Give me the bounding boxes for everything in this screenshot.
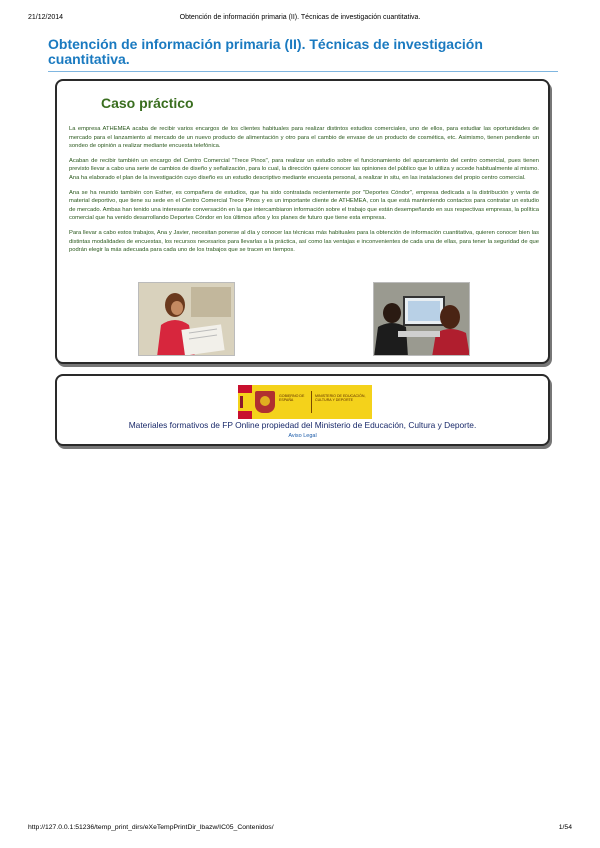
print-url: http://127.0.0.1:51236/temp_print_dirs/eXeTempPrintDir_lbazw/IC05_Contenidos/ [28,824,274,831]
coat-of-arms-icon [255,391,275,413]
print-date: 21/12/2014 [28,14,64,21]
page-title: Obtención de información primaria (II). Técnicas de investigación cuantitativa. [48,36,483,67]
logo-ministry-text: MINISTERIO DE EDUCACIÓN, CULTURA Y DEPORTE [315,394,366,402]
case-study-paragraph: Para llevar a cabo estos trabajos, Ana y Javier, necesitan ponerse al día y conocer las técnicas más habituales para la obtención de información cuantitativa, quieren conocer bien las distintas modalidades de encuestas, los recursos necesarios para llevarlas a la práctica, así como las ventajas e inconvenientes de cada una de ellas, para tener la seguridad de que podrán elegir la más adecuada para cada uno de los trabajos que se tracen en tiempos. [69,229,539,254]
case-study-paragraph: Acaban de recibir también un encargo del Centro Comercial "Trece Pinos", para realizar un estudio sobre el funcionamiento del aparcamiento del centro comercial, pues tienen previsto llevar a cabo una serie de cambios de diseño y señalización, para lo cual, la dirección quiere conocer las opiniones del público que lo utiliza y accede habitualmente al mismo. Ana ha elaborado el plan de la investigación cuyo diseño es un estudio descriptivo mediante encuesta personal, a realizar in situ, en las instalaciones del propio centro comercial. [69,157,539,181]
photo-woman-reading-illustration [139,283,235,356]
photo-people-at-computer [373,282,470,356]
case-study-heading: Caso práctico [101,95,194,111]
case-study-text [69,125,539,261]
ministry-logo [238,385,372,419]
footer-box [55,374,550,446]
footer-credit: Materiales formativos de FP Online propiedad del Ministerio de Educación, Cultura y Deporte. [128,420,477,430]
print-document-title: Obtención de información primaria (II). Técnicas de investigación cuantitativa. [179,14,421,21]
logo-government-text: GOBIERNO DE ESPAÑA [279,394,305,402]
print-header [0,14,600,26]
photo-woman-reading-document [138,282,235,356]
page-number: 1/54 [558,824,572,831]
case-study-paragraph: Ana se ha reunido también con Esther, es compañera de estudios, que ha sido contratada recientemente por "Deportes Cóndor", empresa dedicada a la distribución y venta de material deportivo, que tiene su sede en el Centro Comercial Trece Pinos y es un importante cliente de ATHEMEA, con la que está manteniendo contactos para contratar un estudio de mercado. Ambas han tenido una interesante conversación en la que intercambiaron información sobre el trabajo que están desempeñando en sus respectivas empresas, la política comercial que ha venido desarrollando Deportes Cóndor en los últimos años y los planes de futuro que tiene esta empresa. [69,189,539,222]
case-study-paragraph: La empresa ATHEMEA acaba de recibir varios encargos de los clientes habituales para realizar distintos estudios comerciales, uno de ellos, para estudiar las oportunidades de mercado para el lanzamiento al mercado de un nuevo producto de alimentación y otro para el cambio de envase de un producto de cosmética, etc. Asimismo, tienen pendiente un sondeo de opinión a realizar mediante encuesta telefónica. [69,126,539,150]
print-footer [0,824,600,836]
title-divider [48,71,558,72]
case-study-box [55,79,550,364]
legal-notice-link[interactable]: Aviso Legal [288,433,317,439]
photo-computer-illustration [374,283,470,356]
spain-flag-icon [238,385,252,419]
logo-divider [311,391,312,413]
